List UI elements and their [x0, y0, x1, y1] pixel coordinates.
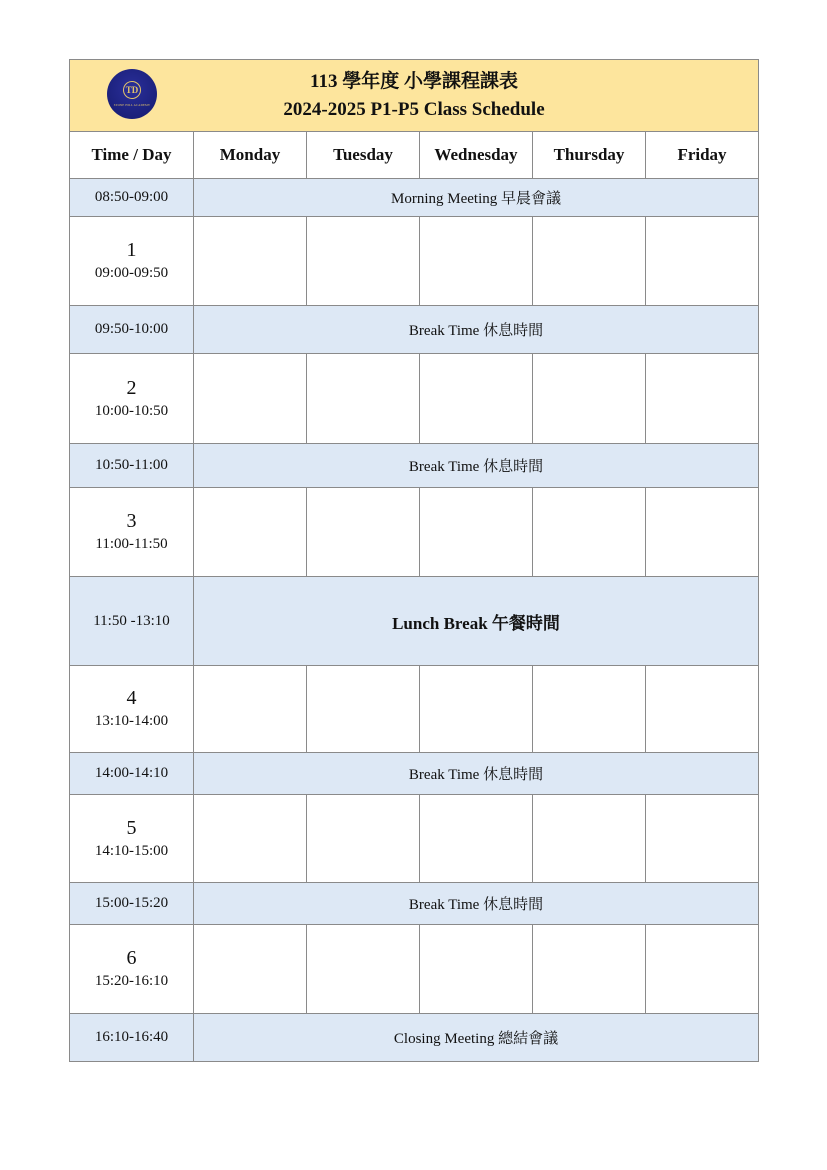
period-row-5: [70, 795, 758, 883]
row-activity: Break Time 休息時間: [408, 459, 544, 475]
period-number: 4: [126, 687, 137, 709]
column-header-tuesday: Tuesday: [307, 132, 420, 178]
slot-tuesday[interactable]: [307, 666, 420, 752]
period-label: [70, 925, 194, 1013]
slot-thursday[interactable]: [533, 666, 646, 752]
slot-tuesday[interactable]: [307, 795, 420, 882]
school-logo: [107, 69, 157, 119]
band-row-lunch: [70, 577, 758, 666]
slot-wednesday[interactable]: [420, 354, 533, 443]
band-row-closing-meeting: [70, 1014, 758, 1061]
period-time: 10:00-10:50: [94, 402, 169, 419]
row-time: 08:50-09:00: [70, 179, 194, 216]
column-header-thursday: Thursday: [533, 132, 646, 178]
slot-wednesday[interactable]: [420, 795, 533, 882]
period-time: 13:10-14:00: [94, 713, 169, 729]
slot-thursday[interactable]: [533, 354, 646, 443]
period-row-3: [70, 488, 758, 577]
period-time: 09:00-09:50: [94, 265, 169, 281]
slot-monday[interactable]: [194, 666, 307, 752]
period-row-1: [70, 217, 758, 306]
slot-monday[interactable]: [194, 925, 307, 1013]
slot-wednesday[interactable]: [420, 488, 533, 576]
period-number: 2: [126, 376, 137, 399]
column-header-friday: Friday: [677, 145, 727, 164]
column-header-monday: Monday: [194, 132, 307, 178]
schedule-table: [69, 59, 759, 1062]
row-activity: Break Time 休息時間: [408, 323, 544, 339]
column-header-row: [70, 132, 758, 179]
period-row-4: [70, 666, 758, 753]
period-row-2: [70, 354, 758, 444]
slot-monday[interactable]: [194, 354, 307, 443]
slot-thursday[interactable]: [533, 217, 646, 305]
slot-monday[interactable]: [194, 488, 307, 576]
row-activity: Closing Meeting 總結會議: [393, 1031, 559, 1047]
slot-tuesday[interactable]: [307, 354, 420, 443]
period-time: 15:20-16:10: [94, 973, 169, 989]
slot-friday[interactable]: [646, 795, 758, 882]
period-label: [70, 217, 194, 305]
band-row-break: [70, 883, 758, 925]
slot-monday[interactable]: [194, 217, 307, 305]
logo-text: STONE HILL ACADEMY: [113, 103, 151, 107]
slot-friday[interactable]: [646, 925, 758, 1013]
title-english: 2024-2025 P1-P5 Class Schedule: [283, 98, 545, 120]
slot-monday[interactable]: [194, 795, 307, 882]
period-time: 11:00-11:50: [95, 536, 168, 552]
column-header-time: Time / Day: [70, 132, 194, 178]
period-label: [70, 666, 194, 752]
row-activity: Break Time 休息時間: [408, 897, 544, 913]
slot-thursday[interactable]: [533, 925, 646, 1013]
slot-wednesday[interactable]: [420, 925, 533, 1013]
slot-friday[interactable]: [646, 217, 758, 305]
period-time: 14:10-15:00: [94, 842, 169, 859]
row-time: 15:00-15:20: [70, 883, 194, 924]
band-row-break: [70, 444, 758, 488]
slot-thursday[interactable]: [533, 488, 646, 576]
slot-thursday[interactable]: [533, 795, 646, 882]
slot-friday[interactable]: [646, 354, 758, 443]
period-number: 6: [126, 947, 137, 969]
slot-friday[interactable]: [646, 488, 758, 576]
logo-emblem-icon: TD: [123, 81, 141, 99]
period-label: [70, 488, 194, 576]
row-time: 11:50 -13:10: [70, 577, 194, 665]
slot-wednesday[interactable]: [420, 666, 533, 752]
period-number: 1: [126, 239, 137, 261]
band-row-morning-meeting: [70, 179, 758, 217]
band-row-break: [70, 753, 758, 795]
period-number: 5: [126, 816, 137, 839]
slot-tuesday[interactable]: [307, 488, 420, 576]
row-activity: Morning Meeting 早晨會議: [391, 191, 561, 207]
period-row-6: [70, 925, 758, 1014]
slot-wednesday[interactable]: [420, 217, 533, 305]
column-header-wednesday: Wednesday: [420, 132, 533, 178]
slot-tuesday[interactable]: [307, 925, 420, 1013]
period-label: [70, 354, 194, 443]
period-label: [70, 795, 194, 882]
title-chinese: 113 學年度 小學課程課表: [310, 70, 518, 92]
row-time: 09:50-10:00: [70, 306, 194, 353]
row-activity: Lunch Break 午餐時間: [392, 613, 560, 633]
row-time: 10:50-11:00: [70, 444, 194, 487]
slot-friday[interactable]: [646, 666, 758, 752]
row-time: 16:10-16:40: [70, 1014, 194, 1061]
band-row-break: [70, 306, 758, 354]
slot-tuesday[interactable]: [307, 217, 420, 305]
period-number: 3: [126, 510, 137, 532]
title-bar: [70, 60, 758, 132]
row-activity: Break Time 休息時間: [408, 767, 544, 783]
row-time: 14:00-14:10: [70, 753, 194, 794]
